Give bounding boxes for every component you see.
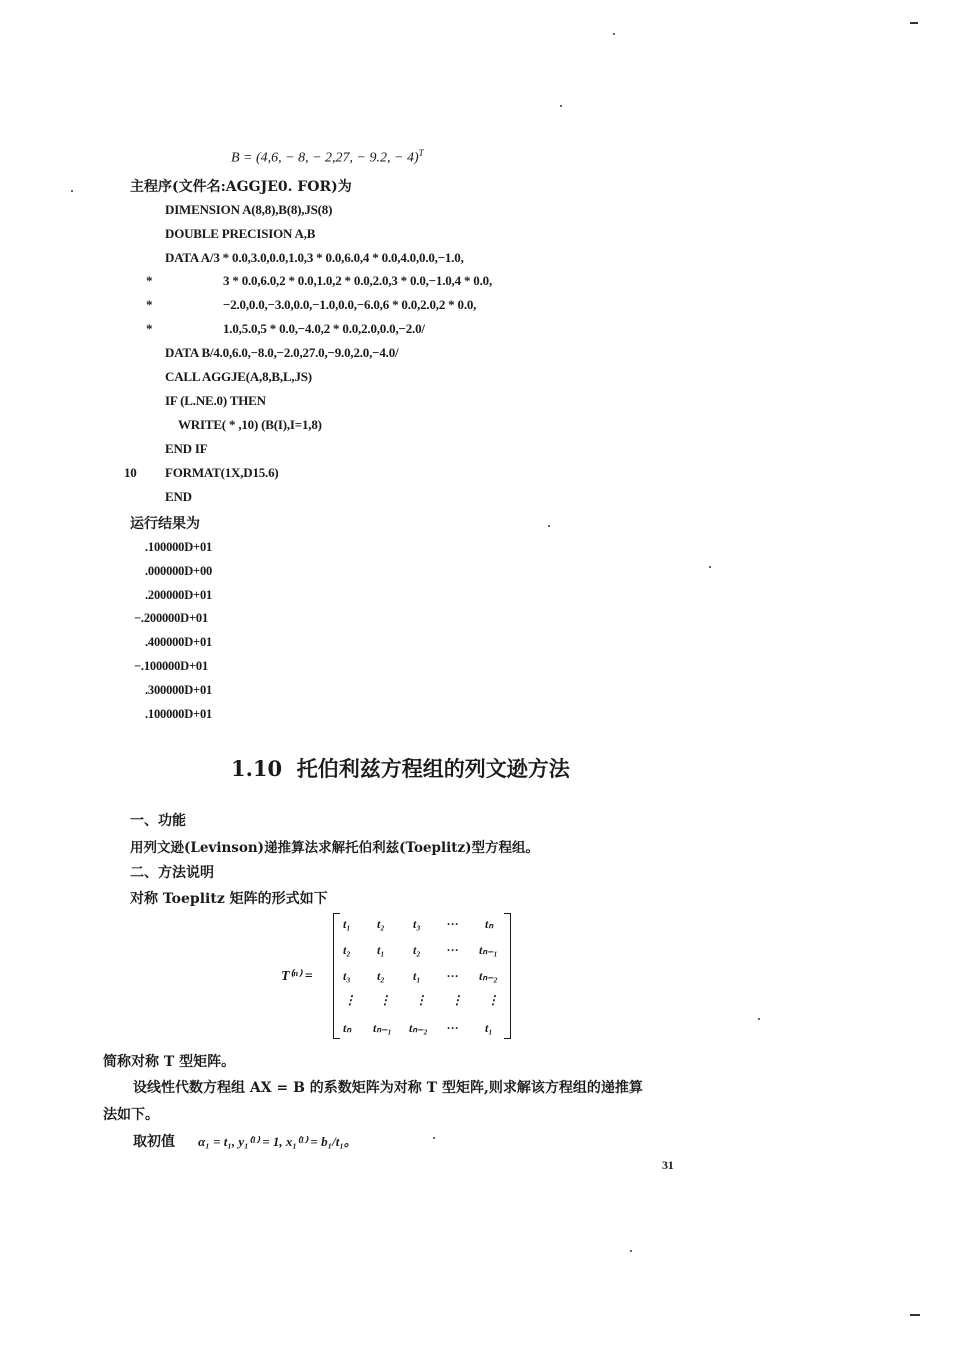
code-line: END IF (165, 441, 208, 456)
matrix-cell: ⋮ (379, 993, 391, 1007)
scan-speck (433, 1137, 435, 1139)
code-line: DATA B/4.0,6.0,−8.0,−2.0,27.0,−9.0,2.0,−4.0/ (165, 345, 399, 360)
scan-speck (613, 33, 615, 35)
scan-speck (630, 1250, 632, 1252)
matrix-cell: ⋮ (344, 993, 356, 1007)
matrix-cell: t₃ (343, 969, 351, 983)
matrix-cell: tₙ₋₁ (373, 1021, 392, 1035)
result-value: −.100000D+01 (134, 659, 208, 673)
matrix-cell: t₂ (377, 969, 385, 983)
matrix-cell: t₁ (377, 943, 385, 957)
continuation-marker: * (146, 321, 153, 336)
subsection-title-method: 二、方法说明 (130, 865, 214, 881)
matrix-cell: t₁ (343, 917, 351, 931)
result-value: .000000D+00 (145, 564, 213, 578)
scan-speck (758, 1018, 760, 1020)
initial-values-label: 取初值 (133, 1134, 175, 1150)
matrix-cell: ⋮ (415, 993, 427, 1007)
matrix-cell: tₙ (343, 1021, 352, 1035)
matrix-cell: … (447, 940, 459, 954)
matrix-cell: … (447, 966, 459, 980)
result-value: .100000D+01 (145, 540, 213, 554)
matrix-lhs: T⁽ⁿ⁾ = (281, 969, 313, 984)
matrix-cell: tₙ₋₂ (479, 969, 498, 983)
paragraph-definition: 简称对称 T 型矩阵。 (103, 1054, 236, 1070)
matrix-cell: t₂ (413, 943, 421, 957)
result-title: 运行结果为 (130, 516, 200, 532)
code-line: CALL AGGJE(A,8,B,L,JS) (165, 369, 312, 384)
matrix-right-bracket (504, 913, 511, 1039)
scan-speck (548, 525, 550, 527)
paragraph-algorithm-line1: 设线性代数方程组 AX = B 的系数矩阵为对称 T 型矩阵,则求解该方程组的递推算 (133, 1080, 643, 1096)
scan-mark (910, 22, 918, 24)
matrix-cell: t₁ (413, 969, 421, 983)
top-equation-body: B = (4,6, − 8, − 2,27, − 9.2, − 4) (231, 150, 419, 166)
code-line: DIMENSION A(8,8),B(8),JS(8) (165, 202, 333, 217)
continuation-marker: * (146, 273, 153, 288)
code-line: IF (L.NE.0) THEN (165, 393, 266, 408)
matrix-cell: t₃ (413, 917, 421, 931)
subsection-text-method: 对称 Toeplitz 矩阵的形式如下 (130, 891, 328, 907)
page-number: 31 (662, 1158, 674, 1172)
top-equation-superscript: T (418, 148, 424, 158)
section-heading: 1.10 托伯利兹方程组的列文逊方法 (231, 756, 570, 781)
main-program-title: 主程序(文件名:AGGJE0. FOR)为 (130, 179, 352, 195)
matrix-left-bracket (333, 913, 340, 1039)
result-value: .200000D+01 (145, 588, 213, 602)
matrix-cell: tₙ₋₂ (409, 1021, 428, 1035)
result-value: −.200000D+01 (134, 611, 208, 625)
matrix-cell: t₂ (377, 917, 385, 931)
code-line: FORMAT(1X,D15.6) (165, 465, 279, 480)
code-line: DOUBLE PRECISION A,B (165, 226, 316, 241)
result-value: .400000D+01 (145, 635, 213, 649)
matrix-cell: tₙ (485, 917, 494, 931)
top-equation (231, 148, 424, 167)
subsection-text-function: 用列文逊(Levinson)递推算法求解托伯利兹(Toeplitz)型方程组。 (130, 840, 540, 856)
matrix-cell: t₁ (485, 1021, 493, 1035)
matrix-cell: … (447, 914, 459, 928)
matrix-cell: ⋮ (451, 993, 463, 1007)
statement-label: 10 (124, 465, 137, 480)
scan-speck (560, 105, 562, 107)
paragraph-initial-values (133, 1131, 357, 1151)
code-line: WRITE( * ,10) (B(I),I=1,8) (178, 417, 322, 432)
initial-values-formula: α₁ = t₁, y₁⁽¹⁾ = 1, x₁⁽¹⁾ = b₁/t₁。 (198, 1134, 357, 1149)
code-line: END (165, 489, 192, 504)
continuation-marker: * (146, 297, 153, 312)
scan-mark (910, 1300, 920, 1316)
toeplitz-matrix (333, 913, 511, 1039)
scan-speck (709, 566, 711, 568)
matrix-cell: ⋮ (487, 993, 499, 1007)
matrix-cell: tₙ₋₁ (479, 943, 498, 957)
code-line: 1.0,5.0,5 * 0.0,−4.0,2 * 0.0,2.0,0.0,−2.0/ (223, 321, 425, 336)
code-line: 3 * 0.0,6.0,2 * 0.0,1.0,2 * 0.0,2.0,3 * 0.0,−1.0,4 * 0.0, (223, 273, 493, 288)
scan-speck (71, 190, 73, 192)
code-line: −2.0,0.0,−3.0,0.0,−1.0,0.0,−6.0,6 * 0.0,2.0,2 * 0.0, (223, 297, 477, 312)
matrix-cell: … (447, 1018, 459, 1032)
matrix-cell: t₂ (343, 943, 351, 957)
subsection-title-function: 一、功能 (130, 813, 186, 829)
paragraph-algorithm-line2: 法如下。 (103, 1107, 159, 1123)
code-line: DATA A/3 * 0.0,3.0,0.0,1.0,3 * 0.0,6.0,4 * 0.0,4.0,0.0,−1.0, (165, 250, 464, 265)
result-value: .300000D+01 (145, 683, 213, 697)
result-value: .100000D+01 (145, 707, 213, 721)
